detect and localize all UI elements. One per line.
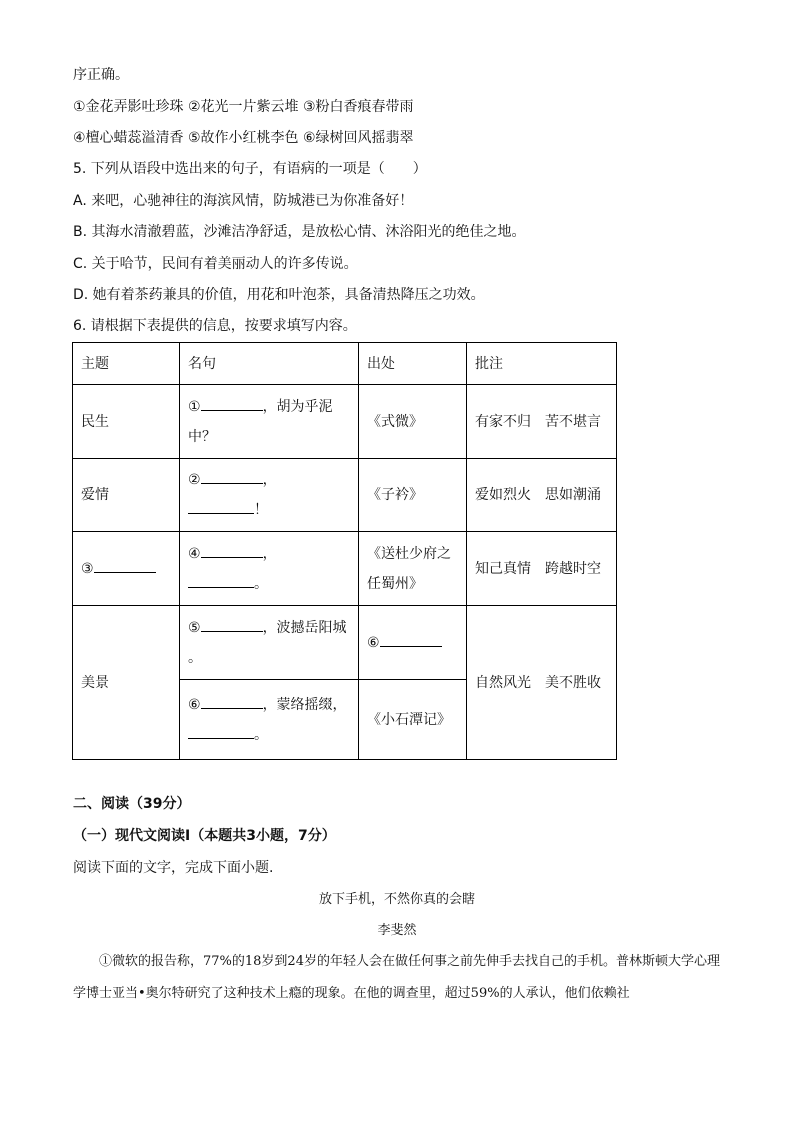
source-cell: 《式微》 [359,385,467,459]
table-header-row [73,343,617,385]
fill-blank[interactable] [188,722,254,739]
quote-cell: ⑤ ，波撼岳阳城 。 [180,606,359,680]
subsection-heading: （一）现代文阅读Ⅰ（本题共3小题，7分） [73,828,336,844]
table-row [73,532,617,606]
fill-blank[interactable] [380,630,442,647]
fill-blank[interactable] [94,556,156,573]
fill-blank[interactable] [201,615,263,632]
note-cell: 爱如烈火 思如潮涌 [467,459,617,532]
option-b: B. 其海水清澈碧蓝，沙滩洁净舒适，是放松心情、沐浴阳光的绝佳之地。 [73,224,526,240]
info-table [72,342,617,760]
note-cell: 自然风光 美不胜收 [467,606,617,760]
source-cell: 《小石潭记》 [359,680,467,760]
fill-blank[interactable] [201,692,263,709]
reading-instruction: 阅读下面的文字，完成下面小题. [73,860,274,876]
line-poems-1: ①金花弄影吐珍珠 ②花光一片紫云堆 ③粉白香痕春带雨 [73,99,414,115]
header-theme: 主题 [73,343,180,385]
source-cell: ⑥ [359,606,467,680]
theme-cell: 美景 [73,606,180,760]
question-6: 6. 请根据下表提供的信息，按要求填写内容。 [73,318,357,334]
quote-cell: ② ， ！ [180,459,359,532]
option-c: C. 关于哈节，民间有着美丽动人的许多传说。 [73,256,358,272]
table-row [73,606,617,680]
article-paragraph: ①微软的报告称，77%的18岁到24岁的年轻人会在做任何事之前先伸手去找自己的手机。普林斯顿大学心理学博士亚当•奥尔特研究了这种技术上瘾的现象。在他的调查里，超过59%的人承认，他们依赖社 [73,954,720,1001]
option-a: A. 来吧，心驰神往的海滨风情，防城港已为你准备好！ [73,193,414,209]
quote-cell: ④ ， 。 [180,532,359,606]
theme-cell: 爱情 [73,459,180,532]
question-5: 5. 下列从语段中选出来的句子，有语病的一项是（ ） [73,161,427,177]
header-source: 出处 [359,343,467,385]
article-title: 放下手机，不然你真的会瞎 [318,892,475,907]
line-poems-2: ④檀心蜡蕊溢清香 ⑤故作小红桃李色 ⑥绿树回风摇翡翠 [73,130,414,146]
fill-blank[interactable] [188,497,254,514]
table-row [73,459,617,532]
fill-blank[interactable] [201,394,263,411]
source-cell: 《子衿》 [359,459,467,532]
quote-cell: ① ，胡为乎泥 中？ [180,385,359,459]
header-note: 批注 [467,343,617,385]
fill-blank[interactable] [201,541,263,558]
table-row [73,385,617,459]
theme-cell: 民生 [73,385,180,459]
quote-cell: ⑥ ，蒙络摇缀， 。 [180,680,359,760]
fill-blank[interactable] [188,571,254,588]
source-cell: 《送杜少府之 任蜀州》 [359,532,467,606]
section-heading: 二、阅读（39分） [73,796,191,812]
line-order: 序正确。 [73,67,129,83]
note-cell: 知己真情 跨越时空 [467,532,617,606]
option-d: D. 她有着茶药兼具的价值，用花和叶泡茶，具备清热降压之功效。 [73,287,485,303]
article-author: 李斐然 [377,923,417,938]
theme-cell: ③ [73,532,180,606]
fill-blank[interactable] [201,467,263,484]
header-quote: 名句 [180,343,359,385]
note-cell: 有家不归 苦不堪言 [467,385,617,459]
